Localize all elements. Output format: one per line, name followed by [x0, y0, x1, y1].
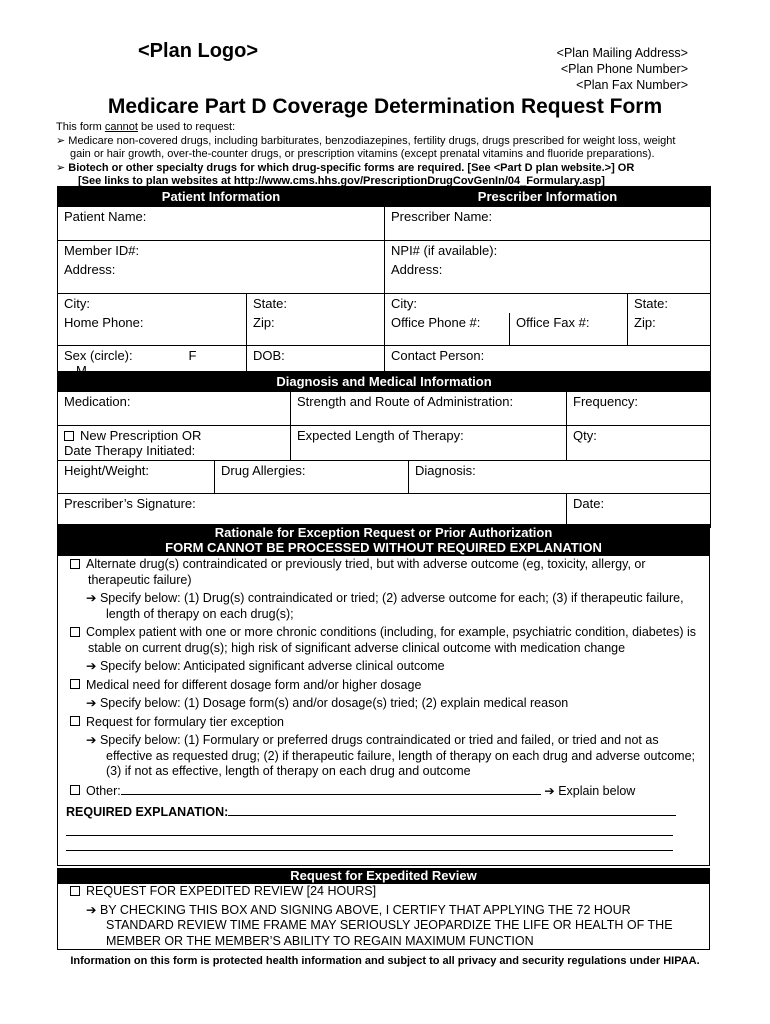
option-1-checkbox[interactable]: [70, 559, 80, 569]
expedited-checkbox[interactable]: [70, 886, 80, 896]
required-explanation[interactable]: REQUIRED EXPLANATION:: [62, 804, 703, 821]
other-input-line[interactable]: [121, 783, 541, 795]
explain-below-label: Explain below: [558, 783, 636, 798]
dob-field[interactable]: DOB:: [247, 346, 385, 381]
patient-state-field[interactable]: State:: [247, 293, 385, 313]
drug-allergies-field[interactable]: Drug Allergies:: [215, 461, 409, 494]
patient-zip-field[interactable]: Zip:: [247, 313, 385, 346]
arrow-right-icon: ➔: [86, 733, 97, 747]
explanation-line-1[interactable]: [228, 804, 676, 816]
home-phone-field[interactable]: Home Phone:: [58, 313, 247, 346]
plan-mailing-address: <Plan Mailing Address>: [556, 46, 688, 60]
rationale-option-3[interactable]: Medical need for different dosage form and/or higher dosage: [62, 678, 703, 694]
option-3-checkbox[interactable]: [70, 679, 80, 689]
intro-item-2: ➢ Biotech or other specialty drugs for which drug-specific forms are required. [See <Part D plan website.>] OR: [56, 161, 635, 174]
bullet-icon: ➢: [56, 134, 66, 147]
expedited-section: [57, 884, 710, 950]
sex-option-m[interactable]: M: [76, 363, 87, 378]
patient-prescriber-table: [57, 186, 711, 381]
plan-fax-number: <Plan Fax Number>: [576, 78, 688, 92]
prescriber-signature-field[interactable]: Prescriber’s Signature:: [58, 494, 567, 528]
office-fax-field[interactable]: Office Fax #:: [510, 313, 628, 346]
patient-address-field[interactable]: Address:: [58, 260, 385, 293]
rationale-spec-2: ➔ Specify below: Anticipated significant adverse clinical outcome: [86, 659, 445, 673]
diagnosis-header: Diagnosis and Medical Information: [58, 372, 711, 392]
new-prescription-checkbox[interactable]: [64, 431, 74, 441]
strength-route-field[interactable]: Strength and Route of Administration:: [291, 392, 567, 426]
patient-info-header: Patient Information: [58, 187, 385, 207]
arrow-right-icon: ➔: [86, 591, 97, 605]
rationale-option-2[interactable]: Complex patient with one or more chronic conditions (including, for example, psychiatric condition, diabetes) is stable on current drug(s); high risk of significant adverse clinical outcome with medication change: [62, 625, 703, 656]
office-phone-field[interactable]: Office Phone #:: [385, 313, 510, 346]
rationale-spec-1: ➔ Specify below: (1) Drug(s) contraindicated or tried; (2) adverse outcome for each; (3) if therapeutic failure, length of therapy on each drug(s);: [86, 591, 684, 621]
rationale-section: [57, 556, 710, 866]
arrow-right-icon: ➔: [86, 902, 97, 917]
prescriber-info-header: Prescriber Information: [385, 187, 711, 207]
rationale-header: [57, 524, 710, 556]
arrow-right-icon: ➔: [544, 783, 555, 798]
intro-item-1: ➢ Medicare non-covered drugs, including barbiturates, benzodiazepines, fertility drugs, drugs prescribed for weight loss, weight: [56, 134, 676, 147]
prescriber-state-field[interactable]: State:: [628, 293, 711, 313]
plan-address-block: [557, 45, 688, 93]
expedited-option[interactable]: REQUEST FOR EXPEDITED REVIEW [24 HOURS]: [62, 884, 703, 900]
signature-date-field[interactable]: Date:: [567, 494, 711, 528]
explanation-line-4[interactable]: [66, 851, 673, 866]
plan-phone-number: <Plan Phone Number>: [560, 62, 688, 76]
page-title: Medicare Part D Coverage Determination Request Form: [107, 95, 663, 118]
prescriber-zip-field[interactable]: Zip:: [628, 313, 711, 346]
expedited-certify: ➔ BY CHECKING THIS BOX AND SIGNING ABOVE, I CERTIFY THAT APPLYING THE 72 HOUR STANDARD REVIEW TIME FRAME MAY SERIOUSLY JEOPARDIZE THE LIFE OR HEALTH OF THE MEMBER OR THE MEMBER’S ABILITY TO REGAIN MAXIMUM FUNCTION: [86, 902, 673, 948]
diagnosis-table: [57, 371, 711, 528]
new-prescription-field[interactable]: New Prescription OR Date Therapy Initiated:: [58, 426, 291, 461]
qty-field[interactable]: Qty:: [567, 426, 711, 461]
npi-field[interactable]: NPI# (if available):: [385, 241, 711, 261]
explanation-line-2[interactable]: [66, 821, 673, 836]
other-checkbox[interactable]: [70, 785, 80, 795]
intro-item-2-cont: [See links to plan websites at http://www.cms.hhs.gov/PrescriptionDrugCovGenIn/04_Formulary.asp]: [78, 175, 605, 187]
arrow-right-icon: ➔: [86, 696, 97, 710]
sex-option-f[interactable]: F: [188, 348, 197, 363]
prescriber-name-field[interactable]: Prescriber Name:: [385, 207, 711, 241]
rationale-spec-3: ➔ Specify below: (1) Dosage form(s) and/or dosage(s) tried; (2) explain medical reason: [86, 696, 569, 710]
option-4-checkbox[interactable]: [70, 716, 80, 726]
plan-logo: <Plan Logo>: [138, 40, 259, 62]
date-initiated-label: Date Therapy Initiated:: [64, 443, 196, 458]
diagnosis-field[interactable]: Diagnosis:: [409, 461, 711, 494]
sex-label: Sex (circle):: [64, 348, 133, 363]
form-intro: [56, 121, 716, 189]
rationale-header-line1: Rationale for Exception Request or Prior Authorization: [214, 525, 553, 540]
patient-name-field[interactable]: Patient Name:: [58, 207, 385, 241]
prescriber-city-field[interactable]: City:: [385, 293, 628, 313]
intro-lead: This form cannot be used to request:: [56, 121, 236, 133]
contact-person-field[interactable]: Contact Person:: [385, 346, 711, 381]
explanation-line-3[interactable]: [66, 836, 673, 851]
rationale-spec-4: ➔ Specify below: (1) Formulary or preferred drugs contraindicated or tried and failed, or tried and not as effective as requested drug; (2) if therapeutic failure, length of therapy on each drug and adverse outcome; (3) if not as effective, length of therapy on each drug and outcome: [86, 733, 696, 778]
option-2-checkbox[interactable]: [70, 627, 80, 637]
member-id-field[interactable]: Member ID#:: [58, 241, 385, 261]
rationale-header-line2: FORM CANNOT BE PROCESSED WITHOUT REQUIRED EXPLANATION: [165, 540, 602, 555]
expedited-header: Request for Expedited Review: [57, 868, 710, 884]
intro-item-1-cont: gain or hair growth, over-the-counter drugs, or prescription vitamins (except prenatal vitamins and fluoride preparations).: [70, 148, 655, 160]
length-of-therapy-field[interactable]: Expected Length of Therapy:: [291, 426, 567, 461]
prescriber-address-field[interactable]: Address:: [385, 260, 711, 293]
rationale-option-1[interactable]: Alternate drug(s) contraindicated or previously tried, but with adverse outcome (eg, toxicity, allergy, or therapeutic failure): [62, 557, 703, 588]
hipaa-footer: Information on this form is protected health information and subject to all privacy and security regulations under HIPAA.: [70, 955, 700, 967]
patient-city-field[interactable]: City:: [58, 293, 247, 313]
medication-field[interactable]: Medication:: [58, 392, 291, 426]
rationale-option-other[interactable]: Other: ➔ Explain below: [62, 783, 703, 800]
height-weight-field[interactable]: Height/Weight:: [58, 461, 215, 494]
bullet-icon: ➢: [56, 161, 66, 174]
rationale-option-4[interactable]: Request for formulary tier exception: [62, 715, 703, 731]
arrow-right-icon: ➔: [86, 659, 97, 673]
frequency-field[interactable]: Frequency:: [567, 392, 711, 426]
